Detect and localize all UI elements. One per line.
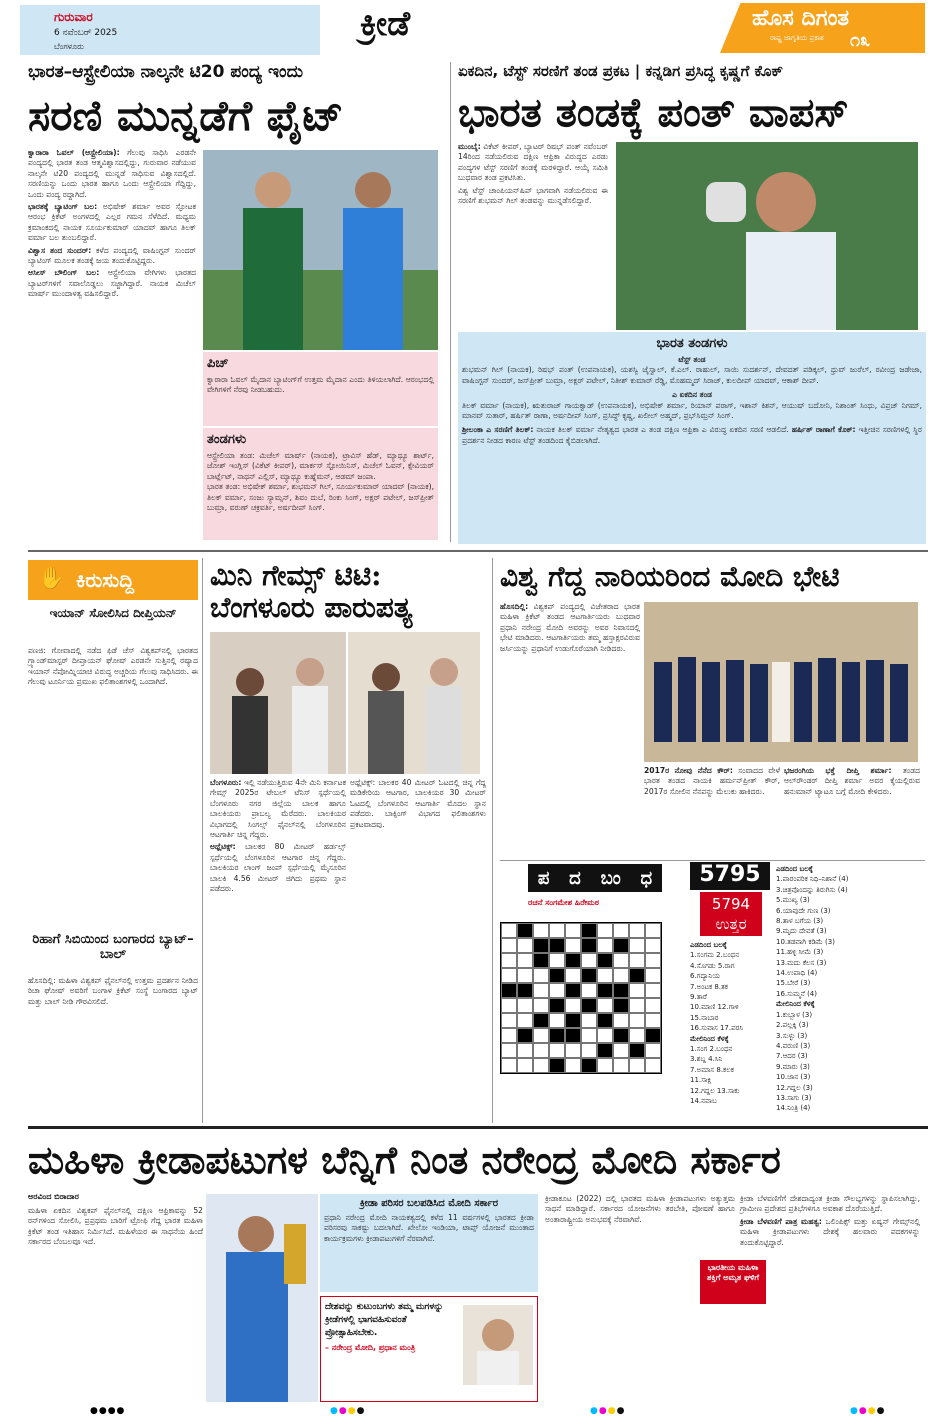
crossword-cell[interactable] xyxy=(533,998,549,1013)
test-squad: ಶುಭಮನ್ ಗಿಲ್ (ನಾಯಕ), ರಿಷಭ್ ಪಂತ್ (ಉಪನಾಯಕ), ಯಶಸ್ವಿ ಜೈಸ್ವಾಲ್, ಕೆ.ಎಲ್. ರಾಹುಲ್, ಸಾಯಿ ಸುದರ್ಶನ್, ದೇವದತ್ ಪಡಿಕ್ಕಲ್, ಧ್ರುವ್ ಜುರೆಲ್, ರವೀಂದ್ರ ಜಡೇಜಾ, ವಾಷಿಂಗ್ಟನ್ ಸುಂದರ್, ಜಸ್‌ಪ್ರೀತ್ ಬುಮ್ರಾ, ಅಕ್ಷರ್ ಪಟೇಲ್, ನಿತೀಶ್ ಕುಮಾರ್ ರೆಡ್ಡಿ, ಮೊಹಮ್ಮದ್ ಸಿರಾಜ್, ಕುಲದೀಪ್ ಯಾದವ್, ಆಕಾಶ್ ದೀಪ್. xyxy=(462,365,922,385)
crossword-cell[interactable] xyxy=(645,983,661,998)
crossword-cell[interactable] xyxy=(629,953,645,968)
crossword-cell[interactable] xyxy=(629,998,645,1013)
crossword-cell[interactable] xyxy=(629,1013,645,1028)
clue-across: 16.ಸುಮ್ಮನೆ (4) xyxy=(776,989,817,998)
clues-list: ಎಡದಿಂದ ಬಲಕ್ಕೆ 1.ಪಾರಂಪರಿಕ ನಿಧಿ–ನಿಶಾನೆ (4) 3.ಚಿತ್ರವೊಂದನ್ನು ತಿರುಗಿಸು (4) 5.ಮುಖ್ಯ (3) 6.ಯಾವುದೇ ಗುಣ (3) 8.ತಾಳ ಬಗೆಯ (3) 9.ಮೃದು ದೇವತೆ (3) 10.ತಡವಾಗಿ ಕಡಿಮೆ (3) 11.ಹಳ್ಳಿ ಸೀಮೆ (3) 13.ಮದು ಕೆಲಸ (3) 14.ಉಪಾಧಿ (4) 15.ಬೇರೆ (3) 16.ಸುಮ್ಮನೆ (4) ಮೇಲಿನಿಂದ ಕೆಳಕ್ಕೆ 1.ಕುಬ್ಬಾಳ (3) 2.ಪಲ್ಲಕ್ಕಿ (3) 3.ಸುಳ್ಳು (3) 4.ವರುಣಿ (3) 7.ಆದರ (3) 9.ಮಾರು (3) 10.ಜಾನ (3) 12.ಗದ್ದಲ (3) 13.ಸಾಗು (3) 14.ನಿಂತ್ರಿ (4) xyxy=(776,864,921,1120)
puzzle-author: ರಚನೆ ಸಂಗಮೇಶ ಹಿರೇಮಠ xyxy=(528,898,599,907)
crossword-cell[interactable] xyxy=(597,968,613,983)
clue-across: 10.ತಡವಾಗಿ ಕಡಿಮೆ (3) xyxy=(776,937,835,946)
story1-photo xyxy=(203,150,438,350)
answer-down: 12.ಗದ್ದಲ 13.ಸಾಕು xyxy=(690,1086,740,1095)
crossword-cell[interactable] xyxy=(613,998,629,1013)
crossword-cell[interactable] xyxy=(517,953,533,968)
crossword-cell[interactable] xyxy=(613,1043,629,1058)
teams-box xyxy=(203,428,438,540)
answer-across: 16.ಸುವಾಸ 17.ಪರಸಿ xyxy=(690,1024,744,1033)
clue-down: 10.ಜಾನ (3) xyxy=(776,1073,811,1082)
crossword-cell[interactable] xyxy=(565,1043,581,1058)
kirusuddi-body2: ಹೊಸದಿಲ್ಲಿ: ಮಹಿಳಾ ವಿಶ್ವಕಪ್ ಫೈನಲ್‌ನಲ್ಲಿ ಉತ್ತಮ ಪ್ರದರ್ಶನ ನೀಡಿದ ರಿಚಾ ಘೋಷ್ ಅವರಿಗೆ ಬಂಗಾಳ ಕ್ರಿಕೆಟ್ ಸಂಸ್ಥೆ ಬಂಗಾರದ ಬ್ಯಾಟ್ ಮತ್ತು ಬಾಲ್ ನೀಡಿ ಗೌರವಿಸಲಿದೆ. xyxy=(28,976,198,1006)
teams-heading: ತಂಡಗಳು xyxy=(207,432,247,447)
crossword-cell[interactable] xyxy=(533,1013,549,1028)
kirusuddi-banner: ಕಿರುಸುದ್ದಿ ✋ xyxy=(28,560,198,600)
masthead xyxy=(0,0,945,56)
story1-kicker: ಭಾರತ–ಆಸ್ಟ್ರೇಲಿಯಾ ನಾಲ್ಕನೇ ಟಿ20 ಪಂದ್ಯ ಇಂದು xyxy=(28,62,303,82)
answer-across: 7.ಅಂಟಕ 8.ತಕ xyxy=(690,982,728,991)
crossword-cell[interactable] xyxy=(597,953,613,968)
crossword-cell[interactable] xyxy=(613,938,629,953)
crossword-cell[interactable] xyxy=(517,968,533,983)
clue-down: 7.ಆದರ (3) xyxy=(776,1052,808,1061)
brand-logo: ಹೊಸ ದಿಗಂತ xyxy=(752,6,850,31)
story2-kicker: ಏಕದಿನ, ಟೆಸ್ಟ್ ಸರಣಿಗೆ ತಂಡ ಪ್ರಕಟ | ಕನ್ನಡಿಗ ಪ್ರಸಿದ್ಧ ಕೃಷ್ಣಗೆ ಕೊಕ್ xyxy=(458,62,784,80)
crossword-cell[interactable] xyxy=(517,1013,533,1028)
crossword-cell[interactable] xyxy=(549,953,565,968)
crossword-cell[interactable] xyxy=(613,953,629,968)
crossword-cell[interactable] xyxy=(517,983,533,998)
crossword-cell[interactable] xyxy=(645,968,661,983)
crossword-cell[interactable] xyxy=(533,953,549,968)
crossword-cell[interactable] xyxy=(565,923,581,938)
clue-down: 13.ಸಾಗು (3) xyxy=(776,1093,812,1102)
crossword-cell[interactable] xyxy=(549,1028,565,1043)
answer-down: 7.ಅಮಾಸ 8.ಕಲಕ xyxy=(690,1065,734,1074)
answer-down: 3.ಶಬ್ದ 4.ಸಿನಿ xyxy=(690,1055,723,1064)
crossword-cell[interactable] xyxy=(517,923,533,938)
crossword-cell[interactable] xyxy=(597,1013,613,1028)
clue-across: 14.ಉಪಾಧಿ (4) xyxy=(776,969,818,978)
crossword-cell[interactable] xyxy=(597,938,613,953)
issue-place: ಬೆಂಗಳೂರು xyxy=(54,42,84,51)
crossword-cell[interactable] xyxy=(565,1013,581,1028)
crossword-cell[interactable] xyxy=(501,968,517,983)
crossword-cell[interactable] xyxy=(565,968,581,983)
crossword-cell[interactable] xyxy=(645,1058,661,1073)
clue-across: 15.ಬೇರೆ (3) xyxy=(776,979,811,988)
answer-badge: 5794 ಉತ್ತರ xyxy=(700,892,762,936)
clue-across: 6.ಯಾವುದೇ ಗುಣ (3) xyxy=(776,906,831,915)
crossword-cell[interactable] xyxy=(501,953,517,968)
crossword-cell[interactable] xyxy=(645,953,661,968)
clue-across: 1.ಪಾರಂಪರಿಕ ನಿಧಿ–ನಿಶಾನೆ (4) xyxy=(776,875,849,884)
crossword-cell[interactable] xyxy=(533,1043,549,1058)
crossword-cell[interactable] xyxy=(613,968,629,983)
kirusuddi-body1: ಪಣಜಿ: ಗೋವಾದಲ್ಲಿ ನಡೆದ ಫಿಡೆ ಚೆಸ್ ವಿಶ್ವಕಪ್‌ನಲ್ಲಿ ಭಾರತದ ಗ್ರ್ಯಾಂಡ್‌ಮಾಸ್ಟರ್ ದೀಪ್ತಾಯನ್ ಘೋಷ್ ಎರಡನೇ ಸುತ್ತಿನಲ್ಲಿ ರಷ್ಯಾದ ಇಯಾನ್ ನೆಪೋಮ್ನಿಯಾಚಿ ವಿರುದ್ಧ ಅಚ್ಚರಿಯ ಗೆಲುವು ಸಾಧಿಸಿದರು. ಈ ಗೆಲುವು ಟೂರ್ನಿಯ ಪ್ರಮುಖ ಫಲಿತಾಂಶಗಳಲ್ಲಿ ಒಂದಾಗಿದೆ. xyxy=(28,646,198,687)
crossword-cell[interactable] xyxy=(597,998,613,1013)
crossword-cell[interactable] xyxy=(565,1028,581,1043)
crossword-cell[interactable] xyxy=(501,1058,517,1073)
crossword-grid[interactable] xyxy=(500,922,662,1074)
story1-body-col: ಕ್ವಾರಾರಾ ಓವಲ್ (ಆಸ್ಟ್ರೇಲಿಯಾ): ಗೆಲುವು ಸಾಧಿಸಿ ಎರಡನೇ ಪಂದ್ಯದಲ್ಲಿ ಭಾರತ ತಂಡ ಆತ್ಮವಿಶ್ವಾಸದಲ್ಲಿದ್ದು, ಗುರುವಾರ ನಡೆಯುವ ನಾಲ್ಕನೇ ಟಿ20 ಪಂದ್ಯದಲ್ಲಿ ಮುನ್ನಡೆ ಸಾಧಿಸುವ ವಿಶ್ವಾಸದಲ್ಲಿದೆ. ಸರಣಿಯನ್ನು ಒಂದು ಭಾರತ ಹಾಗೂ ಒಂದು ಆಸ್ಟ್ರೇಲಿಯಾ ಗೆದ್ದಿದ್ದು, ಒಂದು ಪಂದ್ಯ ರದ್ದಾಗಿದೆ. ಭಾರತಕ್ಕೆ ಬ್ಯಾಟಿಂಗ್ ಬಲ: ಅಭಿಷೇಕ್ ಶರ್ಮಾ ಅವರ ಸ್ಫೋಟಕ ಆರಂಭ ಕ್ರಿಕೆಟ್ ಅಂಗಳದಲ್ಲಿ ಎಲ್ಲರ ಗಮನ ಸೆಳೆದಿದೆ. ಮಧ್ಯಮ ಕ್ರಮಾಂಕದಲ್ಲಿ ನಾಯಕ ಸೂರ್ಯಕುಮಾರ್ ಯಾದವ್ ಹಾಗೂ ತಿಲಕ್ ವರ್ಮಾ ಬಲ ತುಂಬಲಿದ್ದಾರೆ. ವಿಶ್ವಾಸ ತಂದ ಸುಂದರ್: ಕಳೆದ ಪಂದ್ಯದಲ್ಲಿ ವಾಷಿಂಗ್ಟನ್ ಸುಂದರ್ ಬ್ಯಾಟಿಂಗ್ ಮೂಲಕ ತಂಡಕ್ಕೆ ಜಯ ತಂದುಕೊಟ್ಟಿದ್ದರು. ಆಸೀಸ್ ಬೌಲಿಂಗ್ ಬಲ: ಆಸ್ಟ್ರೇಲಿಯಾ ವೇಗಿಗಳು ಭಾರತದ ಬ್ಯಾಟರ್‌ಗಳಿಗೆ ಸವಾಲೊಡ್ಡಲು ಸಜ್ಜಾಗಿದ್ದಾರೆ. ನಾಯಕ ಮಿಚೆಲ್ ಮಾರ್ಷ್ ಮುಂದಾಳತ್ವ ವಹಿಸಲಿದ್ದಾರೆ. xyxy=(28,148,197,299)
clue-across: 8.ತಾಳ ಬಗೆಯ (3) xyxy=(776,917,824,926)
clue-down: 2.ಪಲ್ಲಕ್ಕಿ (3) xyxy=(776,1021,809,1030)
crossword-cell[interactable] xyxy=(581,998,597,1013)
brand-tagline: ರಾಷ್ಟ್ರ ಜಾಗೃತಿಯ ಪ್ರಕಾಶ xyxy=(770,34,824,42)
answer-across: 6.ಗದ್ಯಾನಿಯ xyxy=(690,972,720,981)
story3-photo1 xyxy=(210,632,346,774)
pitch-heading: ಪಿಚ್ xyxy=(207,356,229,371)
kirusuddi-head2: ರಿಹಾಗೆ ಸಿಬಿಯಿಂದ ಬಂಗಾರದ ಬ್ಯಾಟ್–ಬಾಲ್ xyxy=(32,932,194,962)
crossword-cell[interactable] xyxy=(549,1013,565,1028)
crossword-cell[interactable] xyxy=(517,1028,533,1043)
crossword-cell[interactable] xyxy=(517,1058,533,1073)
clue-across: 5.ಮುಖ್ಯ (3) xyxy=(776,896,810,905)
modi-quote-box: ದೇಶವನ್ನು ಕುಟುಂಬಗಳು ತಮ್ಮ ಮಗಳನ್ನು ಕ್ರೀಡೆಗಳಲ್ಲಿ ಭಾಗವಹಿಸುವಂತೆ ಪ್ರೋತ್ಸಾಹಿಸಬೇಕು. – ನರೇಂದ್ರ ಮೋದಿ, ಪ್ರಧಾನ ಮಂತ್ರಿ xyxy=(320,1296,538,1402)
crossword-cell[interactable] xyxy=(565,953,581,968)
crossword-cell[interactable] xyxy=(581,953,597,968)
crossword-cell[interactable] xyxy=(629,968,645,983)
answer-down: 1.ಸಂಗ 2.ಬಂಧನ xyxy=(690,1045,733,1054)
crossword-cell[interactable] xyxy=(581,968,597,983)
crossword-cell[interactable] xyxy=(613,1058,629,1073)
crossword-cell[interactable] xyxy=(581,1043,597,1058)
crossword-cell[interactable] xyxy=(581,1013,597,1028)
story5-byline: ಅರವಿಂದ ಬಿರಾದಾರ xyxy=(28,1192,79,1201)
crossword-cell[interactable] xyxy=(581,1058,597,1073)
answer-across: 9.ತಾರೆ xyxy=(690,993,707,1002)
pitch-text: ಕ್ವಾರಾರಾ ಓವಲ್ ಮೈದಾನ ಬ್ಯಾಟಿಂಗ್‌ಗೆ ಉತ್ತಮ ಮೈದಾನ ಎಂದು ತಿಳಿಯಲಾಗಿದೆ. ಆರಂಭದಲ್ಲಿ ವೇಗಿಗಳಿಗೆ ನೆರವು ನೀಡಬಹುದು. xyxy=(207,375,434,395)
answers-list: ಎಡದಿಂದ ಬಲಕ್ಕೆ 1.ಸಂಗಮ 2.ಬಂಧನ 4.ಸೊಗಡು 5.ರಾಗ 6.ಗದ್ಯಾನಿಯ 7.ಅಂಟಕ 8.ತಕ 9.ತಾರೆ 10.ಮಾಣಿ 12.ಗಾಳಿ 15.ನಾಬಾರ 16.ಸುವಾಸ 17.ಪರಸಿ ಮೇಲಿನಿಂದ ಕೆಳಕ್ಕೆ 1.ಸಂಗ 2.ಬಂಧನ 3.ಶಬ್ದ 4.ಸಿನಿ 7.ಅಮಾಸ 8.ಕಲಕ 11.ಸಾಕ್ಷಿ 12.ಗದ್ದಲ 13.ಸಾಕು 14.ನವಾಬ xyxy=(690,940,770,1100)
crossword-cell[interactable] xyxy=(581,938,597,953)
teams-aus: ಆಸ್ಟ್ರೇಲಿಯಾ ತಂಡ: ಮಿಚೆಲ್ ಮಾರ್ಷ್ (ನಾಯಕ), ಟ್ರಾವಿಸ್ ಹೆಡ್, ಮ್ಯಾಥ್ಯೂ ಶಾರ್ಟ್, ಜೋಶ್ ಇಂಗ್ಲಿಸ್ (ವಿಕೆಟ್ ಕೀಪರ್), ಮಾರ್ಕಸ್ ಸ್ಟೋಯಿನಿಸ್, ಮಿಚೆಲ್ ಓವನ್, ಕ್ಸೇವಿಯರ್ ಬಾರ್ಟ್ಲೆಟ್, ನಾಥನ್ ಎಲ್ಲಿಸ್, ಮ್ಯಾಥ್ಯೂ ಕುಹ್ನೆಮನ್, ಆಡಮ್ ಜಂಪಾ. xyxy=(207,451,434,481)
answer-across: 4.ಸೊಗಡು 5.ರಾಗ xyxy=(690,961,735,970)
crossword-cell[interactable] xyxy=(565,938,581,953)
crossword-cell[interactable] xyxy=(597,1058,613,1073)
story3-col1: ಬೆಂಗಳೂರು: ಇಲ್ಲಿ ನಡೆಯುತ್ತಿರುವ 4ನೇ ಮಿನಿ ಕರ್ನಾಟಕ ಗೇಮ್ಸ್ 2025ರ ಟೇಬಲ್ ಟೆನಿಸ್ ಸ್ಪರ್ಧೆಯಲ್ಲಿ ಬೆಂಗಳೂರು ನಗರ ಜಿಲ್ಲೆಯ ಬಾಲಕ ಹಾಗೂ ಬಾಲಕಿಯರು ಪ್ರಾಬಲ್ಯ ಮೆರೆದರು. ಬಾಲಕಿಯರ ವಿಭಾಗದಲ್ಲಿ ಸಿಂಗಲ್ಸ್ ಫೈನಲ್‌ನಲ್ಲಿ ಬೆಂಗಳೂರಿನ ಆಟಗಾರ್ತಿ ಚಿನ್ನ ಗೆದ್ದರು. ಅಥ್ಲೆಟಿಕ್ಸ್: ಬಾಲಕರ 80 ಮೀಟರ್ ಹರ್ಡಲ್ಸ್ ಸ್ಪರ್ಧೆಯಲ್ಲಿ ಬೆಂಗಳೂರಿನ ಆಟಗಾರ ಚಿನ್ನ ಗೆದ್ದರು. ಬಾಲಕಿಯರ ಲಾಂಗ್ ಜಂಪ್ ಸ್ಪರ್ಧೆಯಲ್ಲಿ ಮೈಸೂರಿನ ಬಾಲಕಿ 4.56 ಮೀಟರ್ ಜಿಗಿದು ಪ್ರಥಮ ಸ್ಥಾನ ಪಡೆದರು. xyxy=(210,778,346,894)
story1-dateline: ಕ್ವಾರಾರಾ ಓವಲ್ (ಆಸ್ಟ್ರೇಲಿಯಾ): xyxy=(28,148,120,157)
clue-down: 4.ವರುಣಿ (3) xyxy=(776,1041,811,1050)
crossword-cell[interactable] xyxy=(613,923,629,938)
crossword-cell[interactable] xyxy=(549,1043,565,1058)
crossword-cell[interactable] xyxy=(501,1043,517,1058)
crossword-cell[interactable] xyxy=(549,1058,565,1073)
crossword-cell[interactable] xyxy=(629,1043,645,1058)
story4-col2: 2017ರ ನೋವು ನೆನೆದ ಕೌರ್: ಸಂವಾದದ ವೇಳೆ ಭಾರತ ತಂಡದ ನಾಯಕಿ ಹರ್ಮನ್‌ಪ್ರೀತ್ ಕೌರ್, 2017ರ ಸೋಲಿನ ನೆನಪನ್ನು ಮೆಲುಕು ಹಾಕಿದರು. xyxy=(644,766,780,796)
story4-photo xyxy=(644,602,918,762)
crossword-cell[interactable] xyxy=(517,938,533,953)
answer-down: 14.ನವಾಬ xyxy=(690,1097,717,1106)
crossword-cell[interactable] xyxy=(533,938,549,953)
story5-col1: ಮಹಿಳಾ ಏಕದಿನ ವಿಶ್ವಕಪ್ ಫೈನಲ್‌ನಲ್ಲಿ ದಕ್ಷಿಣ ಆಫ್ರಿಕಾವನ್ನು 52 ರನ್‌ಗಳಿಂದ ಸೋಲಿಸಿ, ಪ್ರಪ್ರಥಮ ಬಾರಿಗೆ ಟ್ರೋಫಿ ಗೆದ್ದ ಭಾರತ ಮಹಿಳಾ ಕ್ರಿಕೆಟ್ ತಂಡ ಇತಿಹಾಸ ನಿರ್ಮಿಸಿದೆ. ಮಹಿಳೆಯರ ಈ ಸಾಧನೆಯ ಹಿಂದೆ ಸರ್ಕಾರದ ಬೆಂಬಲವೂ ಇದೆ. xyxy=(28,1206,203,1247)
crossword-cell[interactable] xyxy=(533,1058,549,1073)
crossword-cell[interactable] xyxy=(517,1043,533,1058)
story5-photo xyxy=(206,1194,318,1402)
crossword-cell[interactable] xyxy=(517,998,533,1013)
clue-across: 11.ಹಳ್ಳಿ ಸೀಮೆ (3) xyxy=(776,948,824,957)
kirusuddi-head1: ಇಯಾನ್ ಸೋಲಿಸಿದ ದೀಪ್ತಿಯನ್ xyxy=(49,606,177,620)
crossword-cell[interactable] xyxy=(533,968,549,983)
odi-squad: ತಿಲಕ್ ವರ್ಮಾ (ನಾಯಕ), ಋತುರಾಜ್ ಗಾಯಕ್ವಾಡ್ (ಉಪನಾಯಕ), ಅಭಿಷೇಕ್ ಶರ್ಮಾ, ರಿಯಾನ್ ಪರಾಗ್, ಇಶಾನ್ ಕಿಶನ್, ಆಯುಷ್ ಬದೋನಿ, ನಿಶಾಂತ್ ಸಿಂಧು, ವಿಪ್ರಜ್ ನಿಗಮ್, ಮಾನವ್ ಸುತಾರ್, ಹರ್ಷಿತ್ ರಾಣಾ, ಅರ್ಷದೀಪ್ ಸಿಂಗ್, ಪ್ರಸಿದ್ಧ್ ಕೃಷ್ಣ, ಖಲೀಲ್ ಅಹ್ಮದ್, ಪ್ರಭ್‌ಸಿಮ್ರನ್ ಸಿಂಗ್. xyxy=(462,400,922,421)
shakti-badge: ಭಾರತೀಯ ಮಹಿಳಾ ಶಕ್ತಿಗೆ ಅಮೃತ ಘಳಿಗೆ xyxy=(700,1260,766,1304)
clue-down: 14.ನಿಂತ್ರಿ (4) xyxy=(776,1104,811,1113)
crossword-cell[interactable] xyxy=(565,983,581,998)
story3-photo2 xyxy=(348,632,480,774)
story5-headline: ಮಹಿಳಾ ಕ್ರೀಡಾಪಟುಗಳ ಬೆನ್ನಿಗೆ ನಿಂತ ನರೇಂದ್ರ ಮೋದಿ ಸರ್ಕಾರ xyxy=(28,1137,781,1182)
story5-infobox: ಕ್ರೀಡಾ ಪರಿಸರ ಬಲಪಡಿಸಿದ ಮೋದಿ ಸರ್ಕಾರ ಪ್ರಧಾನಿ ನರೇಂದ್ರ ಮೋದಿ ನಾಯಕತ್ವದಲ್ಲಿ ಕಳೆದ 11 ವರ್ಷಗಳಲ್ಲಿ ಭಾರತದ ಕ್ರೀಡಾ ಪರಿಸರವು ಸಾಕಷ್ಟು ಬದಲಾಗಿದೆ. ಖೇಲೋ ಇಂಡಿಯಾ, ಟಾಪ್ಸ್ ಯೋಜನೆ ಮುಂತಾದ ಕಾರ್ಯಕ್ರಮಗಳು ಕ್ರೀಡಾಪಟುಗಳಿಗೆ ನೆರವಾಗಿವೆ. xyxy=(320,1194,538,1292)
clue-down: 3.ಸುಳ್ಳು (3) xyxy=(776,1031,808,1040)
crossword-cell[interactable] xyxy=(501,938,517,953)
modi-portrait xyxy=(463,1305,533,1385)
print-marks: ●●●● xyxy=(90,1406,126,1416)
story5-col2: ಕ್ರೀಡಾಕೂಟ (2022) ದಲ್ಲಿ ಭಾರತದ ಮಹಿಳಾ ಕ್ರೀಡಾಪಟುಗಳು ಅತ್ಯುತ್ತಮ ಸಾಧನೆ ಮಾಡಿದ್ದಾರೆ. ಸರ್ಕಾರದ ಯೋಜನೆಗಳು ತರಬೇತಿ, ಪೋಷಣೆ ಹಾಗೂ ಅಂತಾರಾಷ್ಟ್ರೀಯ ಅನುಭವಕ್ಕೆ ನೆರವಾಗಿವೆ. xyxy=(545,1194,735,1224)
hand-icon: ✋ xyxy=(38,566,66,591)
crossword-cell[interactable] xyxy=(549,968,565,983)
crossword-cell[interactable] xyxy=(533,1028,549,1043)
crossword-cell[interactable] xyxy=(533,923,549,938)
crossword-cell[interactable] xyxy=(549,938,565,953)
clue-down: 12.ಗದ್ದಲ (3) xyxy=(776,1083,813,1092)
teams-ind: ಭಾರತ ತಂಡ: ಅಭಿಷೇಕ್ ಶರ್ಮಾ, ಶುಭಮನ್ ಗಿಲ್, ಸೂರ್ಯಕುಮಾರ್ ಯಾದವ್ (ನಾಯಕ), ತಿಲಕ್ ವರ್ಮಾ, ಸಂಜು ಸ್ಯಾಮ್ಸನ್, ಶಿವಂ ದುಬೆ, ರಿಂಕು ಸಿಂಗ್, ಅಕ್ಷರ್ ಪಟೇಲ್, ಜಸ್‌ಪ್ರೀತ್ ಬುಮ್ರಾ, ವರುಣ್ ಚಕ್ರವರ್ತಿ, ಅರ್ಷದೀಪ್ ಸಿಂಗ್. xyxy=(207,482,434,513)
crossword-cell[interactable] xyxy=(645,1043,661,1058)
answer-across: 15.ನಾಬಾರ xyxy=(690,1013,719,1022)
answer-across: 10.ಮಾಣಿ 12.ಗಾಳಿ xyxy=(690,1003,739,1012)
pitch-box xyxy=(203,352,438,426)
crossword-cell[interactable] xyxy=(565,1058,581,1073)
crossword-cell[interactable] xyxy=(501,983,517,998)
crossword-cell[interactable] xyxy=(629,1028,645,1043)
crossword-cell[interactable] xyxy=(565,998,581,1013)
crossword-cell[interactable] xyxy=(645,998,661,1013)
crossword-cell[interactable] xyxy=(581,923,597,938)
clue-across: 3.ಚಿತ್ರವೊಂದನ್ನು ತಿರುಗಿಸು (4) xyxy=(776,885,848,894)
india-teams-heading: ಭಾರತ ತಂಡಗಳು xyxy=(656,336,728,351)
crossword-cell[interactable] xyxy=(645,923,661,938)
crossword-cell[interactable] xyxy=(549,983,565,998)
crossword-cell[interactable] xyxy=(501,923,517,938)
story4-headline: ವಿಶ್ವ ಗೆದ್ದ ನಾರಿಯರಿಂದ ಮೋದಿ ಭೇಟಿ xyxy=(500,560,840,593)
crossword-cell[interactable] xyxy=(533,983,549,998)
puzzle-title: ಪ ದ ಬಂ ಧ xyxy=(528,864,662,892)
story4-col3: ಭಜರಂಗಿಯ ಭಕ್ತೆ ದೀಪ್ತಿ ಶರ್ಮಾ: ತಂಡದ ಆಲ್‌ರೌಂಡರ್ ದೀಪ್ತಿ ಶರ್ಮಾ ಅವರ ಕೈಯಲ್ಲಿರುವ ಹನುಮಾನ್ ಟ್ಯಾಟೂ ಬಗ್ಗೆ ಮೋದಿ ಕೇಳಿದರು. xyxy=(784,766,920,796)
story5-col3: ಕ್ರೀಡಾ ಬೆಳವಣಿಗೆಗೆ ದೇಶದಾದ್ಯಂತ ಕ್ರೀಡಾ ಸೌಲಭ್ಯಗಳನ್ನು ಸ್ಥಾಪಿಸಲಾಗಿದ್ದು, ಗ್ರಾಮೀಣ ಪ್ರದೇಶದ ಪ್ರತಿಭೆಗಳಿಗೂ ಅವಕಾಶ ದೊರೆಯುತ್ತಿದೆ. ಕ್ರೀಡಾ ಬೆಳವಣಿಗೆ ಪಾತ್ರ ಮಹತ್ವ: ಒಲಿಂಪಿಕ್ಸ್ ಮತ್ತು ಏಷ್ಯನ್ ಗೇಮ್ಸ್‌ನಲ್ಲಿ ಮಹಿಳಾ ಕ್ರೀಡಾಪಟುಗಳು ದೇಶಕ್ಕೆ ಹಲವಾರು ಪದಕಗಳನ್ನು ತಂದುಕೊಟ್ಟಿದ್ದಾರೆ. xyxy=(740,1194,920,1247)
answer-across: 1.ಸಂಗಮ 2.ಬಂಧನ xyxy=(690,951,740,960)
crossword-cell[interactable] xyxy=(629,983,645,998)
crossword-cell[interactable] xyxy=(613,1028,629,1043)
story4-col1: ಹೊಸದಿಲ್ಲಿ: ವಿಶ್ವಕಪ್ ಪಂದ್ಯದಲ್ಲಿ ವಿಜೇತರಾದ ಭಾರತ ಮಹಿಳಾ ಕ್ರಿಕೆಟ್ ತಂಡದ ಆಟಗಾರ್ತಿಯರು ಬುಧವಾರ ಪ್ರಧಾನಿ ನರೇಂದ್ರ ಮೋದಿ ಅವರನ್ನು ಅವರ ನಿವಾಸದಲ್ಲಿ ಭೇಟಿ ಮಾಡಿದರು. ಆಟಗಾರ್ತಿಯರು ತಮ್ಮ ಹಸ್ತಾಕ್ಷರವಿರುವ ಜರ್ಸಿಯನ್ನು ಪ್ರಧಾನಿಗೆ ಉಡುಗೊರೆಯಾಗಿ ನೀಡಿದರು. xyxy=(500,602,641,653)
story2-headline: ಭಾರತ ತಂಡಕ್ಕೆ ಪಂತ್ ವಾಪಸ್ xyxy=(458,89,849,136)
crossword-cell[interactable] xyxy=(613,983,629,998)
crossword-cell[interactable] xyxy=(597,1043,613,1058)
crossword-cell[interactable] xyxy=(629,1058,645,1073)
crossword-cell[interactable] xyxy=(629,938,645,953)
crossword-cell[interactable] xyxy=(597,983,613,998)
story3-col2: ಅಥ್ಲೆಟಿಕ್ಸ್: ಬಾಲಕರ 40 ಮೀಟರ್ ಓಟದಲ್ಲಿ ಚಿನ್ನ ಗೆದ್ದ ಮಡಿಕೇರಿಯ ಆಟಗಾರ, ಬಾಲಕಿಯರ 30 ಮೀಟರ್ ಓಟದಲ್ಲಿ ಬೆಂಗಳೂರಿನ ಆಟಗಾರ್ತಿ ಮೊದಲ ಸ್ಥಾನ ಪಡೆದರು. ಬಾಕ್ಸಿಂಗ್ ವಿಭಾಗದ ಫಲಿತಾಂಶಗಳು ಪ್ರಕಟವಾದವು. xyxy=(350,778,486,829)
india-teams-box: ಭಾರತ ತಂಡಗಳು ಟೆಸ್ಟ್ ತಂಡ ಶುಭಮನ್ ಗಿಲ್ (ನಾಯಕ), ರಿಷಭ್ ಪಂತ್ (ಉಪನಾಯಕ), ಯಶಸ್ವಿ ಜೈಸ್ವಾಲ್, ಕೆ.ಎಲ್. ರಾಹುಲ್, ಸಾಯಿ ಸುದರ್ಶನ್, ದೇವದತ್ ಪಡಿಕ್ಕಲ್, ಧ್ರುವ್ ಜುರೆಲ್, ರವೀಂದ್ರ ಜಡೇಜಾ, ವಾಷಿಂಗ್ಟನ್ ಸುಂದರ್, ಜಸ್‌ಪ್ರೀತ್ ಬುಮ್ರಾ, ಅಕ್ಷರ್ ಪಟೇಲ್, ನಿತೀಶ್ ಕುಮಾರ್ ರೆಡ್ಡಿ, ಮೊಹಮ್ಮದ್ ಸಿರಾಜ್, ಕುಲದೀಪ್ ಯಾದವ್, ಆಕಾಶ್ ದೀಪ್. ಎ ಏಕದಿನ ತಂಡ ತಿಲಕ್ ವರ್ಮಾ (ನಾಯಕ), ಋತುರಾಜ್ ಗಾಯಕ್ವಾಡ್ (ಉಪನಾಯಕ), ಅಭಿಷೇಕ್ ಶರ್ಮಾ, ರಿಯಾನ್ ಪರಾಗ್, ಇಶಾನ್ ಕಿಶನ್, ಆಯುಷ್ ಬದೋನಿ, ನಿಶಾಂತ್ ಸಿಂಧು, ವಿಪ್ರಜ್ ನಿಗಮ್, ಮಾನವ್ ಸುತಾರ್, ಹರ್ಷಿತ್ ರಾಣಾ, ಅರ್ಷದೀಪ್ ಸಿಂಗ್, ಪ್ರಸಿದ್ಧ್ ಕೃಷ್ಣ, ಖಲೀಲ್ ಅಹ್ಮದ್, ಪ್ರಭ್‌ಸಿಮ್ರನ್ ಸಿಂಗ್. ಶ್ರೀಲಂಕಾ ಎ ಸರಣಿಗೆ ತಿಲಕ್: ನಾಯಕ ತಿಲಕ್ ವರ್ಮಾ ನೇತೃತ್ವದ ಭಾರತ ಎ ತಂಡ ದಕ್ಷಿಣ ಆಫ್ರಿಕಾ ಎ ವಿರುದ್ಧ ಏಕದಿನ ಸರಣಿ ಆಡಲಿದೆ. ಹರ್ಷಿತ್ ರಾಣಾಗೆ ಕೊಕ್: ಇತ್ತೀಚಿನ ಸರಣಿಗಳಲ್ಲಿ ಸ್ಥಿರ ಪ್ರದರ್ಶನ ನೀಡದ ಕಾರಣ ಟೆಸ್ಟ್ ತಂಡದಿಂದ ಕೈಬಿಡಲಾಗಿದೆ. xyxy=(458,332,926,544)
crossword-cell[interactable] xyxy=(645,1013,661,1028)
crossword-cell[interactable] xyxy=(501,998,517,1013)
clue-across: 9.ಮೃದು ದೇವತೆ (3) xyxy=(776,927,827,936)
crossword-cell[interactable] xyxy=(549,998,565,1013)
crossword-cell[interactable] xyxy=(597,1028,613,1043)
clue-across: 13.ಮದು ಕೆಲಸ (3) xyxy=(776,958,827,967)
crossword-cell[interactable] xyxy=(629,923,645,938)
page-number: ೧೩ xyxy=(850,30,871,51)
crossword-cell[interactable] xyxy=(581,983,597,998)
clue-down: 1.ಕುಬ್ಬಾಳ (3) xyxy=(776,1010,813,1019)
crossword-cell[interactable] xyxy=(581,1028,597,1043)
issue-day: ಗುರುವಾರ xyxy=(54,10,93,24)
story1-headline: ಸರಣಿ ಮುನ್ನಡೆಗೆ ಫೈಟ್ xyxy=(28,91,344,140)
crossword-cell[interactable] xyxy=(645,938,661,953)
crossword-cell[interactable] xyxy=(549,923,565,938)
puzzle-number: 5795 xyxy=(690,862,770,890)
issue-date: 6 ನವೆಂಬರ್ 2025 xyxy=(54,28,118,38)
story2-photo xyxy=(616,142,918,330)
answer-down: 11.ಸಾಕ್ಷಿ xyxy=(690,1076,712,1085)
section-title: ಕ್ರೀಡೆ xyxy=(360,4,411,44)
crossword-cell[interactable] xyxy=(613,1013,629,1028)
crossword-cell[interactable] xyxy=(501,1028,517,1043)
story3-headline: ಮಿನಿ ಗೇಮ್ಸ್ ಟಿಟಿ: ಬೆಂಗಳೂರು ಪಾರುಪತ್ಯ xyxy=(210,559,413,624)
clue-down: 9.ಮಾರು (3) xyxy=(776,1062,810,1071)
crossword-cell[interactable] xyxy=(645,1028,661,1043)
crossword-cell[interactable] xyxy=(501,1013,517,1028)
crossword-cell[interactable] xyxy=(597,923,613,938)
story2-col1: ಮುಂಬೈ: ವಿಕೆಟ್ ಕೀಪರ್, ಬ್ಯಾಟರ್ ರಿಷಭ್ ಪಂತ್ ನವೆಂಬರ್ 14ರಿಂದ ನಡೆಯಲಿರುವ ದಕ್ಷಿಣ ಆಫ್ರಿಕಾ ವಿರುದ್ಧದ ಎರಡು ಪಂದ್ಯಗಳ ಟೆಸ್ಟ್ ಸರಣಿಗೆ ತಂಡಕ್ಕೆ ಮರಳಿದ್ದಾರೆ. ಆಯ್ಕೆ ಸಮಿತಿ ಬುಧವಾರ ತಂಡ ಪ್ರಕಟಿಸಿತು. ವಿಶ್ವ ಟೆಸ್ಟ್ ಚಾಂಪಿಯನ್‌ಷಿಪ್ ಭಾಗವಾಗಿ ನಡೆಯಲಿರುವ ಈ ಸರಣಿಗೆ ಶುಭಮನ್ ಗಿಲ್ ತಂಡವನ್ನು ಮುನ್ನಡೆಸಲಿದ್ದಾರೆ. xyxy=(458,142,608,206)
